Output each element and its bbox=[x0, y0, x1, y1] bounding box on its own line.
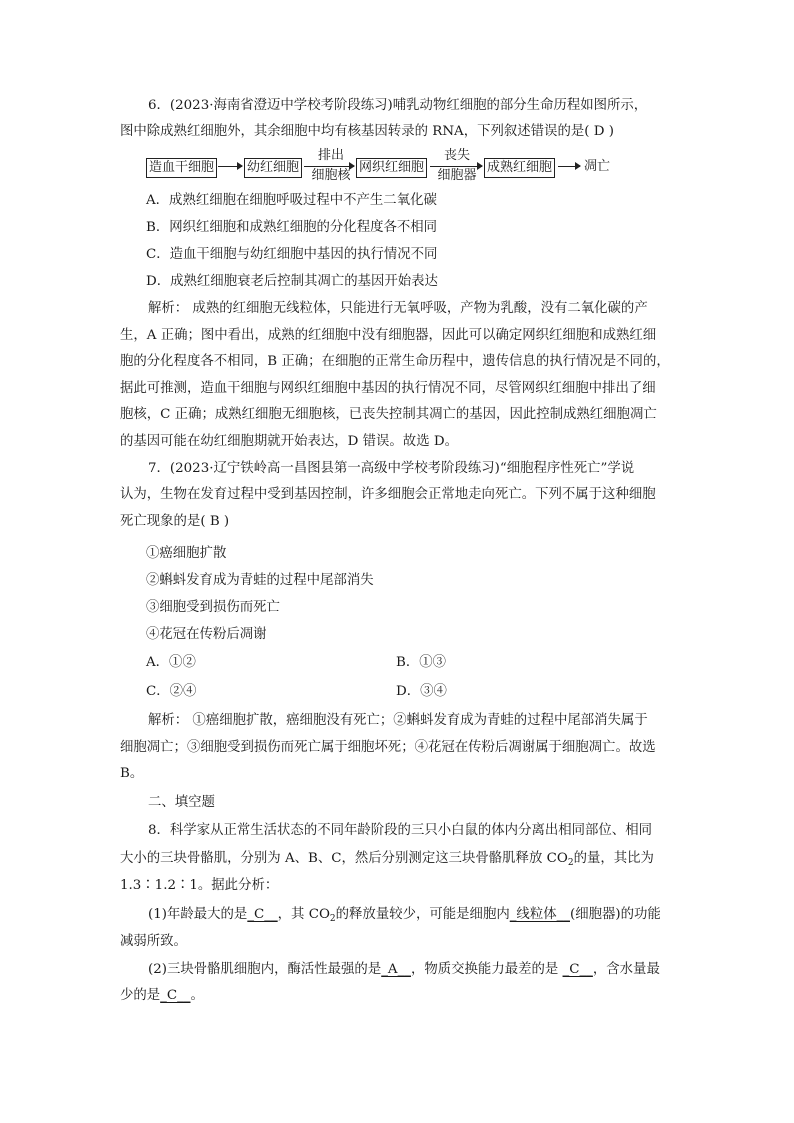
q8-part1-text-b: ，其 CO bbox=[277, 907, 330, 922]
q6-stem-line2: 图中除成熟红细胞外，其余细胞中均有核基因转录的 RNA，下列叙述错误的是( D ) bbox=[120, 124, 614, 139]
q7-option-c: C．②④ bbox=[146, 684, 197, 699]
q7-explanation-line2: 细胞凋亡；③细胞受到损伤而死亡属于细胞坏死；④花冠在传粉后凋谢属于细胞凋亡。故选 bbox=[120, 740, 656, 755]
q8-stem-line2-end: 的量，其比为 bbox=[573, 851, 654, 866]
q6-explanation-line4: 据此可推测，造血干细胞与网织红细胞中基因的执行情况不同，尽管网织红细胞中排出了细 bbox=[120, 381, 656, 396]
q8-part2-answer-water: _C__ bbox=[160, 988, 191, 1003]
q8-part1-text-d: (细胞器)的功能 bbox=[570, 907, 661, 922]
q8-co2-subscript: 2 bbox=[567, 858, 574, 868]
q6-option-b: B．网织红细胞和成熟红细胞的分化程度各不相同 bbox=[146, 220, 438, 235]
q6-explanation-line3: 胞的分化程度各不相同，B 正确；在细胞的正常生命历程中，遗传信息的执行情况是不同的， bbox=[120, 354, 670, 369]
flow-end-apoptosis: 凋亡 bbox=[584, 159, 611, 174]
q6-option-a: A．成熟红细胞在细胞呼吸过程中不产生二氧化碳 bbox=[146, 193, 437, 208]
q8-part1-text-a: (1)年龄最大的是 bbox=[148, 907, 248, 922]
q8-part2-line2 bbox=[120, 986, 204, 1006]
flow-box-reticulocyte: 网织红细胞 bbox=[356, 158, 427, 178]
q7-stem-line2: 认为，生物在发育过程中受到基因控制，许多细胞会正常地走向死亡。下列不属于这种细胞 bbox=[120, 487, 656, 502]
q7-option-b: B．①③ bbox=[396, 655, 447, 670]
flow-arrow-4 bbox=[558, 166, 580, 167]
q8-part1-line2: 减弱所致。 bbox=[120, 934, 187, 949]
q6-option-c: C．造血干细胞与幼红细胞中基因的执行情况不同 bbox=[146, 247, 438, 262]
q8-part2-text-a: (2)三块骨骼肌细胞内，酶活性最强的是 bbox=[148, 962, 382, 977]
q6-explanation-line5: 胞核，C 正确；成熟红细胞无细胞核，已丧失控制其凋亡的基因，因此控制成熟红细胞凋亡 bbox=[120, 407, 657, 422]
q7-stem-line1: 7．(2023·辽宁铁岭高一昌图县第一高级中学校考阶段练习)“细胞程序性死亡”学说 bbox=[148, 461, 635, 476]
flow-box-mature-rbc: 成熟红细胞 bbox=[484, 158, 555, 178]
section-heading-fill-in: 二、填空题 bbox=[148, 795, 215, 810]
flow-box-hematopoietic-stem-cell: 造血干细胞 bbox=[146, 158, 217, 178]
flow-box-erythroblast: 幼红细胞 bbox=[244, 158, 302, 178]
q8-stem-line3: 1.3∶1.2∶1。据此分析： bbox=[120, 878, 279, 893]
q7-item-2: ②蝌蚪发育成为青蛙的过程中尾部消失 bbox=[146, 573, 374, 588]
q8-part2-text-d: 少的是 bbox=[120, 988, 161, 1003]
q6-explanation-line1: 解析： 成熟的红细胞无线粒体，只能进行无氧呼吸，产物为乳酸，没有二氧化碳的产 bbox=[148, 301, 648, 316]
flow-label-lose-top: 丧失 bbox=[443, 148, 470, 163]
q7-stem-line3: 死亡现象的是( B ) bbox=[120, 514, 230, 529]
flow-arrow-1 bbox=[218, 166, 242, 167]
q7-explanation-line1: 解析： ①癌细胞扩散，癌细胞没有死亡；②蝌蚪发育成为青蛙的过程中尾部消失属于 bbox=[148, 713, 648, 728]
q6-option-d: D．成熟红细胞衰老后控制其凋亡的基因开始表达 bbox=[146, 274, 438, 289]
q8-part2-text-e: 。 bbox=[190, 988, 204, 1003]
q8-part2-answer-enzyme: _A__ bbox=[381, 962, 411, 977]
q7-option-a: A．①② bbox=[146, 655, 196, 670]
q6-explanation-line2: 生，A 正确；图中看出，成熟的红细胞中没有细胞器，因此可以确定网织红细胞和成熟红细 bbox=[120, 328, 657, 343]
flow-diagram bbox=[146, 148, 646, 186]
q7-item-4: ④花冠在传粉后凋谢 bbox=[146, 627, 267, 642]
q6-explanation-line6: 的基因可能在幼红细胞期就开始表达，D 错误。故选 D。 bbox=[120, 434, 458, 449]
q8-part2-line1 bbox=[148, 960, 660, 980]
flow-arrow-2 bbox=[304, 166, 354, 167]
q8-part2-text-b: ，物质交换能力最差的是 bbox=[410, 962, 563, 977]
q7-option-d: D．③④ bbox=[396, 684, 447, 699]
q8-part1-answer-oldest: _C__ bbox=[247, 907, 278, 922]
q6-stem-line1: 6．(2023·海南省澄迈中学校考阶段练习)哺乳动物红细胞的部分生命历程如图所示， bbox=[148, 98, 648, 113]
q8-part1-text-c: 的释放量较少，可能是细胞内 bbox=[335, 907, 510, 922]
flow-label-expel-bottom: 细胞核 bbox=[311, 168, 351, 183]
q8-part2-text-c: ，含水量最 bbox=[592, 962, 660, 977]
flow-label-expel-top: 排出 bbox=[317, 148, 344, 163]
q7-item-3: ③细胞受到损伤而死亡 bbox=[146, 600, 280, 615]
q8-stem-line2-text: 大小的三块骨骼肌，分别为 A、B、C，然后分别测定这三块骨骼肌释放 CO bbox=[120, 851, 568, 866]
flow-label-lose-bottom: 细胞器 bbox=[437, 168, 477, 183]
q8-stem-line1: 8．科学家从正常生活状态的不同年龄阶段的三只小白鼠的体内分离出相同部位、相同 bbox=[148, 823, 652, 838]
q8-part1-co2-subscript: 2 bbox=[329, 914, 336, 924]
q8-part2-answer-exchange: _C__ bbox=[562, 962, 593, 977]
q7-item-1: ①癌细胞扩散 bbox=[146, 546, 227, 561]
q8-part1-answer-organelle: _线粒体__ bbox=[509, 907, 570, 922]
q8-stem-line2 bbox=[120, 849, 654, 873]
q8-part1-line1 bbox=[148, 905, 661, 929]
q7-explanation-line3: B。 bbox=[120, 766, 144, 781]
flow-arrow-3 bbox=[430, 166, 482, 167]
